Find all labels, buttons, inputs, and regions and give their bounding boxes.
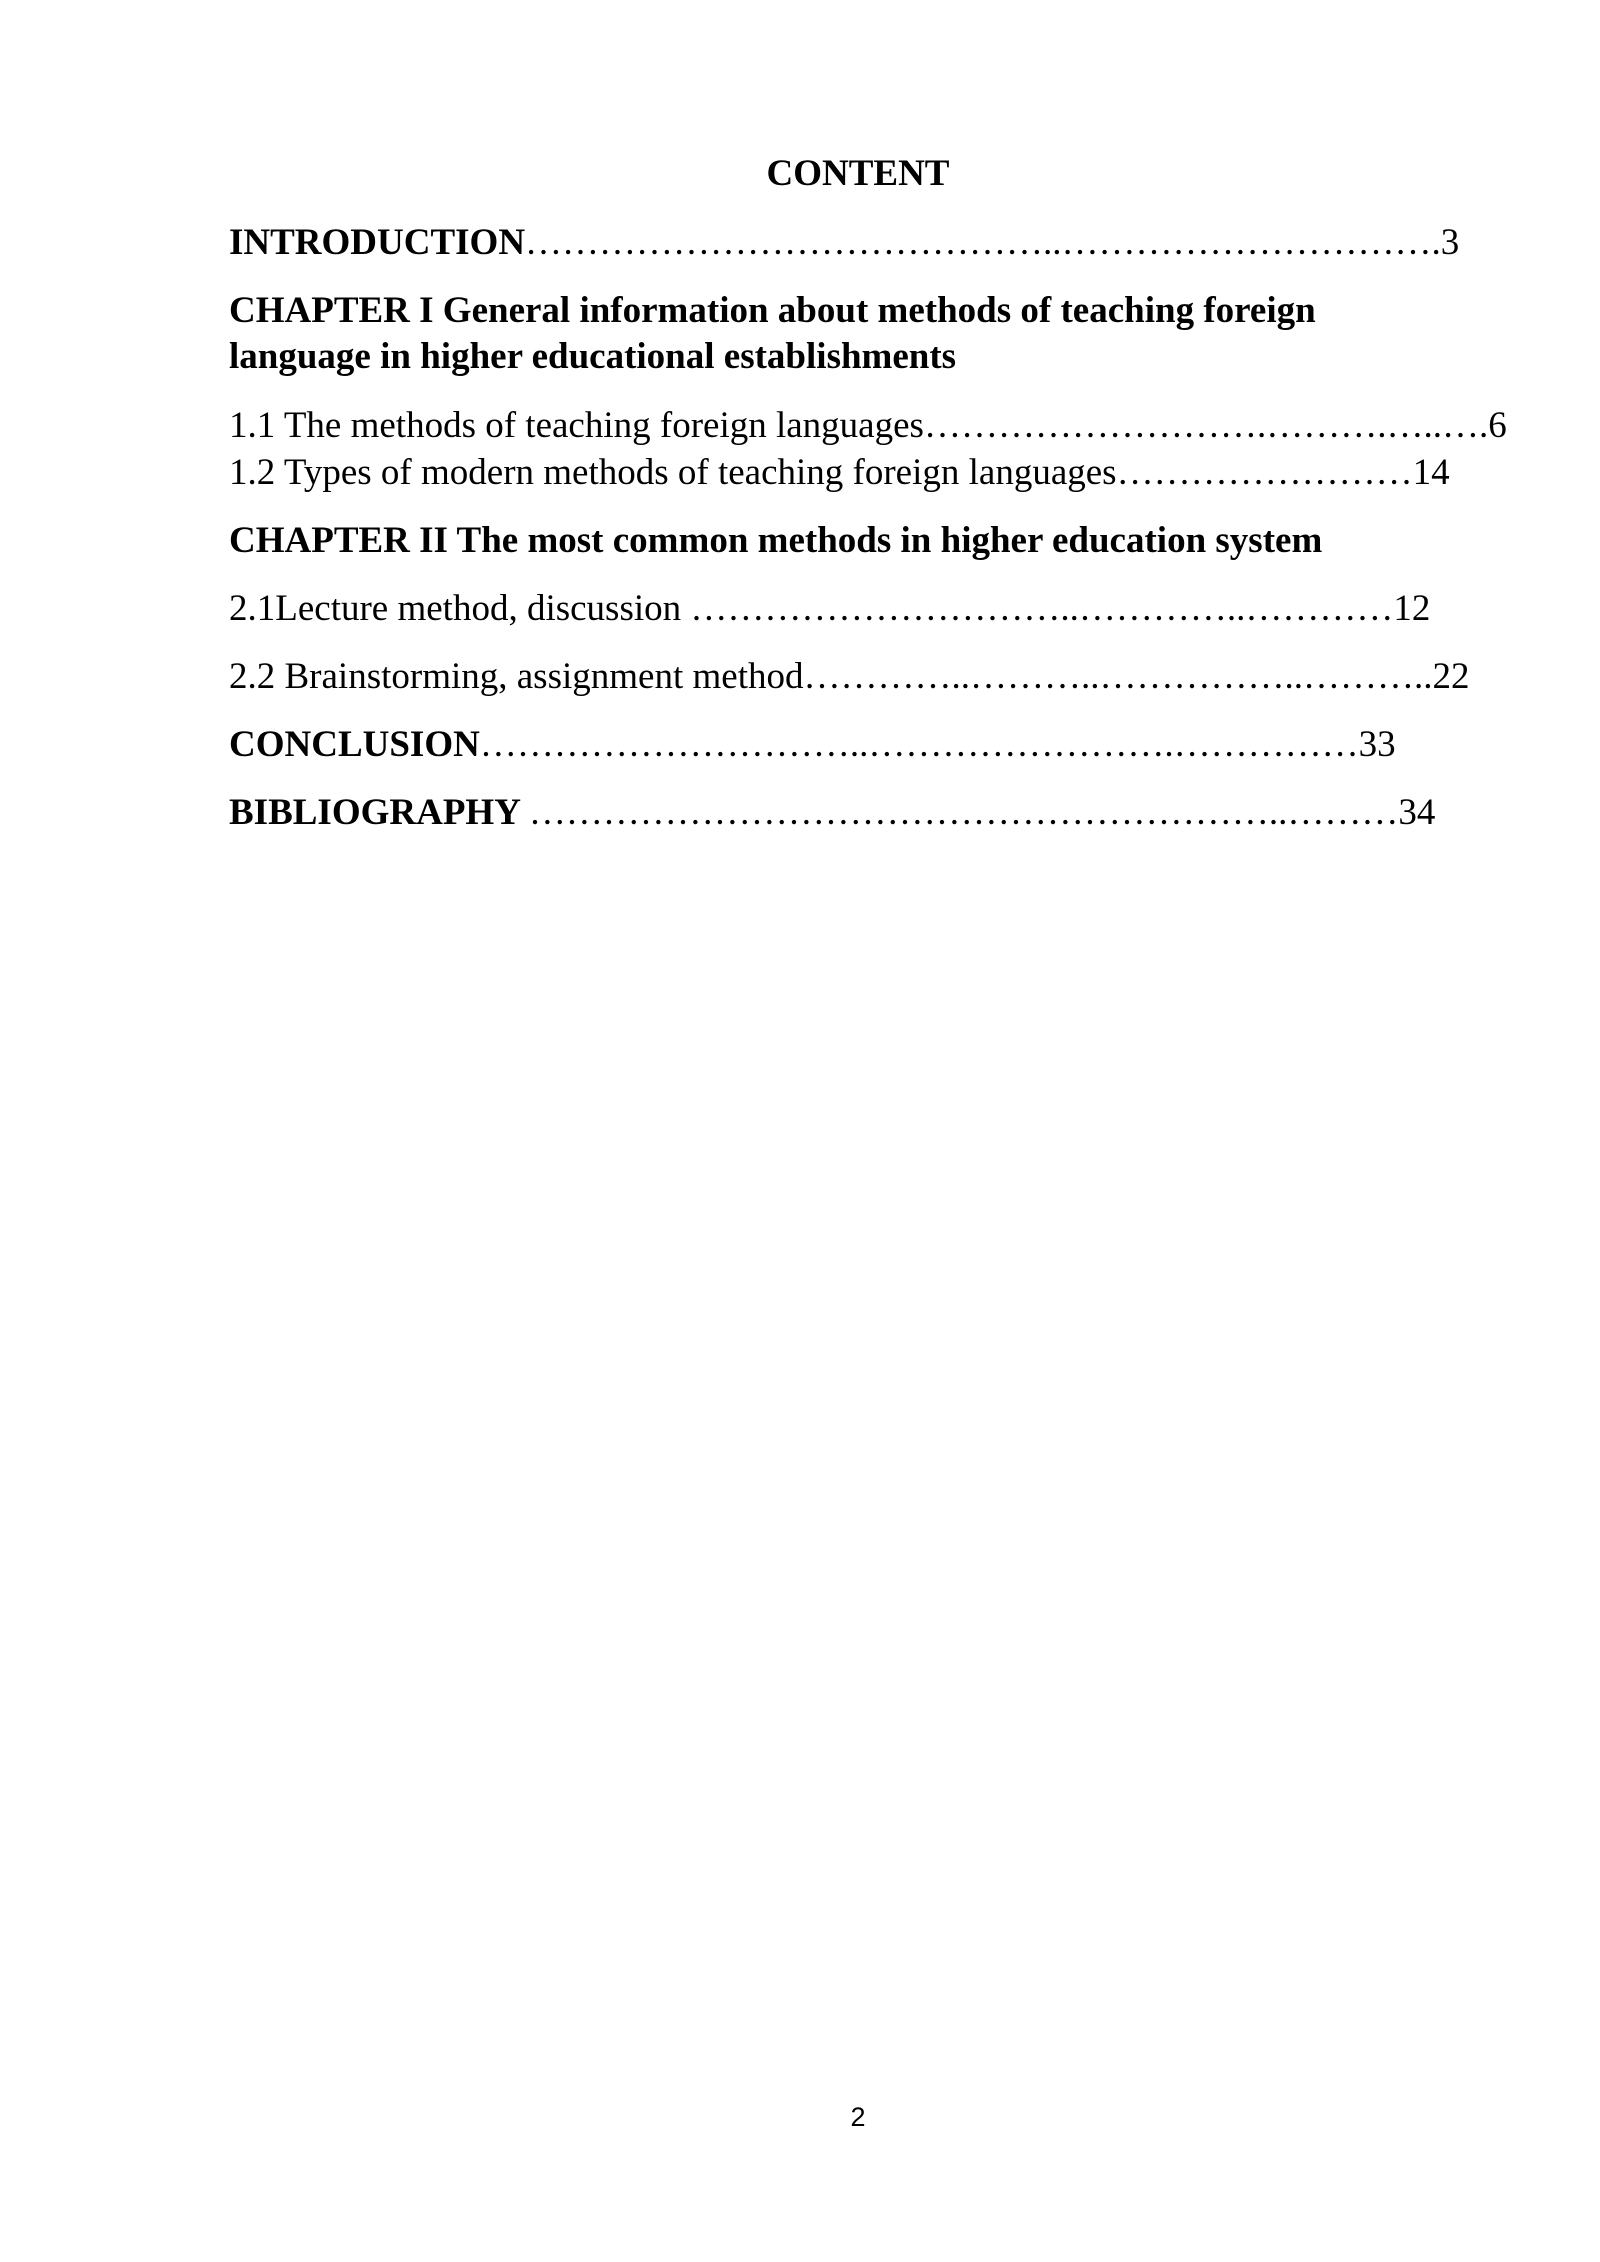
- toc-entry-bibliography: [229, 790, 1435, 836]
- toc-leader: …………………………..…………………….……………: [479, 724, 1359, 765]
- toc-entry-label: BIBLIOGRAPHY: [229, 792, 529, 833]
- toc-page-number: 3: [1440, 222, 1460, 263]
- toc-leader: …………………………..…………..…………: [690, 588, 1394, 629]
- toc-leader: …………..………..……………..………..: [803, 656, 1433, 697]
- toc-page-number: 34: [1398, 792, 1436, 833]
- toc-entry-conclusion: [229, 722, 1396, 768]
- toc-leader: ……………………….……….…..….: [923, 405, 1489, 446]
- toc-entry-label: INTRODUCTION: [229, 222, 526, 263]
- toc-entry-introduction: [229, 220, 1459, 266]
- toc-page-number: 14: [1412, 452, 1450, 493]
- toc-entry-label: 2.1Lecture method, discussion: [229, 588, 691, 629]
- toc-chapter-1-heading: CHAPTER I General information about methods of teaching foreign language in higher educational establishments: [229, 290, 1316, 377]
- toc-leader: ……………………………………..………………………….: [525, 222, 1441, 263]
- toc-entry-label: 2.2 Brainstorming, assignment method: [229, 656, 804, 697]
- toc-page-number: 33: [1358, 724, 1396, 765]
- footer-page-number: 2: [850, 2102, 866, 2132]
- toc-entry-section-2-2: [229, 654, 1469, 700]
- toc-entry-section-1-1: [229, 403, 1507, 449]
- toc-page-number: 12: [1393, 588, 1431, 629]
- toc-leader: ……………………………………………………..………: [528, 792, 1399, 833]
- toc-leader: ……………………: [1116, 452, 1413, 493]
- toc-entry-label: 1.2 Types of modern methods of teaching foreign languages: [229, 452, 1117, 493]
- toc-page-number: 22: [1432, 656, 1470, 697]
- toc-page-number: 6: [1488, 405, 1507, 446]
- toc-entry-section-2-1: [229, 586, 1430, 632]
- toc-entry-section-1-2: [229, 450, 1450, 496]
- toc-entry-label: CONCLUSION: [229, 724, 480, 765]
- toc-chapter-2-heading: CHAPTER II The most common methods in higher education system: [229, 520, 1323, 561]
- toc-entry-label: 1.1 The methods of teaching foreign languages: [229, 405, 924, 446]
- page-title: CONTENT: [766, 153, 950, 194]
